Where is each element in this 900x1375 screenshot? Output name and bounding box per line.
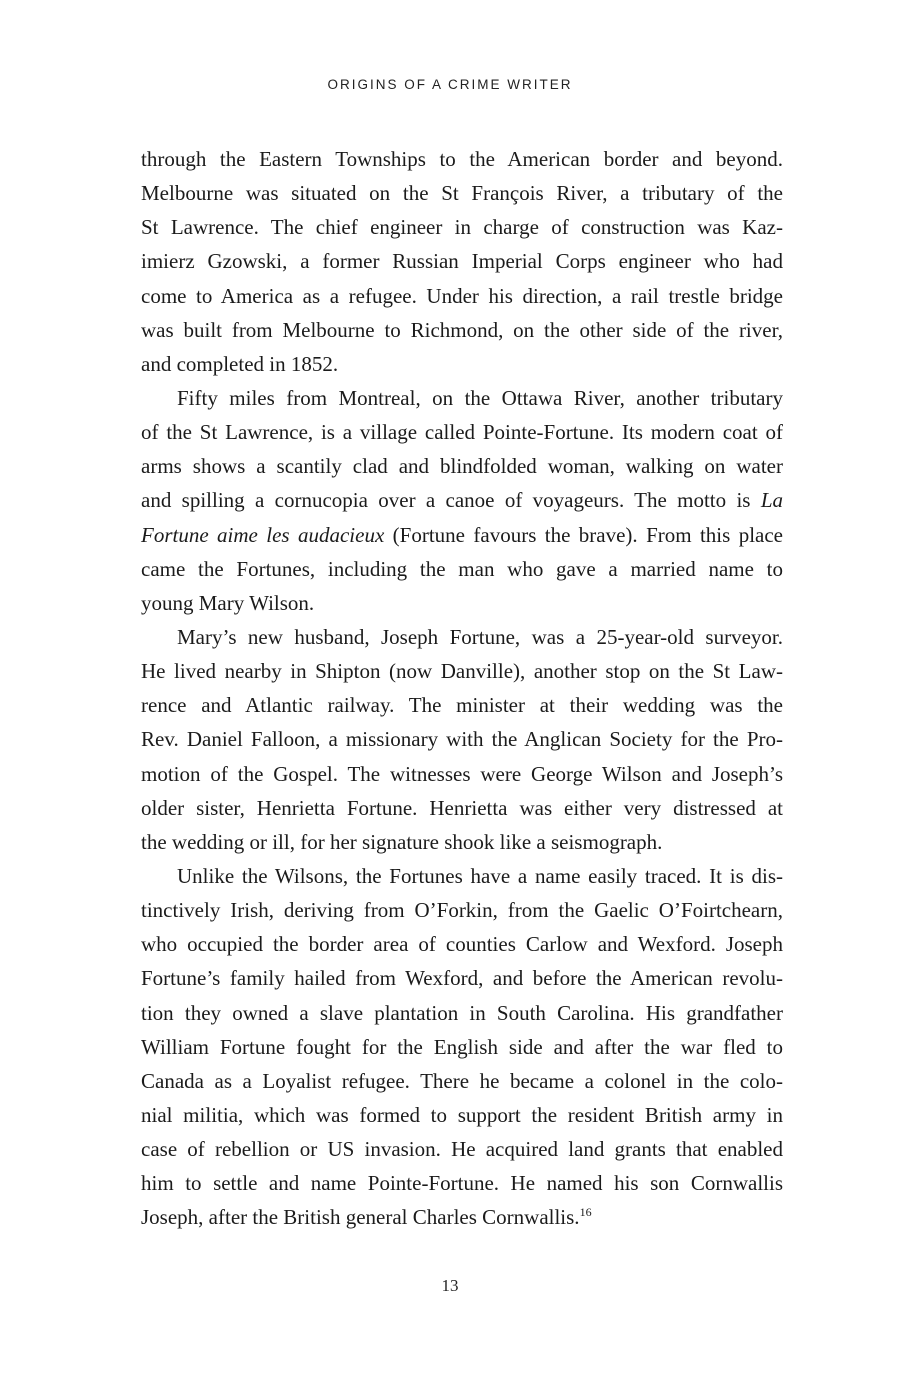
- text-line: him to settle and name Pointe-Fortune. He named his son Cornwallis: [141, 1171, 783, 1196]
- text-line: He lived nearby in Shipton (now Danville), another stop on the St Law-: [141, 659, 783, 684]
- text-line: St Lawrence. The chief engineer in charge of construction was Kaz-: [141, 215, 783, 240]
- footnote-reference[interactable]: 16: [579, 1205, 592, 1220]
- running-head: ORIGINS OF A CRIME WRITER: [327, 77, 573, 92]
- text-line: came the Fortunes, including the man who gave a married name to: [141, 556, 783, 581]
- text-line: Mary’s new husband, Joseph Fortune, was a 25-year-old surveyor.: [177, 624, 783, 649]
- text-line: case of rebellion or US invasion. He acquired land grants that enabled: [141, 1137, 783, 1162]
- text-line: William Fortune fought for the English side and after the war fled to: [141, 1034, 783, 1059]
- text-segment: (Fortune favours the brave). From this place: [384, 522, 783, 547]
- text-segment: Joseph, after the British general Charles Cornwallis.: [141, 1205, 580, 1230]
- text-line: young Mary Wilson.: [141, 590, 315, 615]
- text-line: come to America as a refugee. Under his direction, a rail trestle bridge: [141, 283, 783, 308]
- text-line: Rev. Daniel Falloon, a missionary with the Anglican Society for the Pro-: [141, 727, 783, 752]
- text-line: the wedding or ill, for her signature shook like a seismograph.: [141, 829, 663, 854]
- text-line: Melbourne was situated on the St François River, a tributary of the: [141, 181, 783, 206]
- italic-text: Fortune aime les audacieux: [141, 522, 385, 547]
- text-line: tinctively Irish, deriving from O’Forkin, from the Gaelic O’Foirtchearn,: [141, 898, 783, 923]
- text-line: and completed in 1852.: [141, 351, 339, 376]
- text-line: was built from Melbourne to Richmond, on the other side of the river,: [141, 317, 783, 342]
- text-line: imierz Gzowski, a former Russian Imperial Corps engineer who had: [141, 249, 783, 274]
- text-line: [141, 1200, 783, 1234]
- paragraph-4: [141, 859, 783, 1235]
- text-line: who occupied the border area of counties Carlow and Wexford. Joseph: [141, 932, 783, 957]
- text-segment: and spilling a cornucopia over a canoe of voyageurs. The motto is: [141, 488, 761, 513]
- page-number: 13: [441, 1276, 459, 1295]
- text-line: [141, 518, 783, 552]
- text-line: older sister, Henrietta Fortune. Henrietta was either very distressed at: [141, 795, 783, 820]
- paragraph-3: [141, 620, 783, 859]
- text-line: Unlike the Wilsons, the Fortunes have a name easily traced. It is dis-: [177, 863, 783, 888]
- text-line: Fortune’s family hailed from Wexford, and before the American revolu-: [141, 966, 783, 991]
- text-line: arms shows a scantily clad and blindfolded woman, walking on water: [141, 454, 783, 479]
- paragraph-2: [141, 381, 783, 620]
- text-line: [141, 483, 783, 517]
- text-line: rence and Atlantic railway. The minister at their wedding was the: [141, 693, 783, 718]
- text-line: Canada as a Loyalist refugee. There he became a colonel in the colo-: [141, 1068, 783, 1093]
- text-line: motion of the Gospel. The witnesses were George Wilson and Joseph’s: [141, 761, 783, 786]
- italic-text: La: [760, 488, 783, 513]
- text-line: Fifty miles from Montreal, on the Ottawa River, another tributary: [177, 385, 783, 410]
- text-line: tion they owned a slave plantation in South Carolina. His grandfather: [141, 1000, 783, 1025]
- text-line: nial militia, which was formed to support the resident British army in: [141, 1102, 783, 1127]
- paragraph-1: [141, 142, 783, 381]
- text-line: of the St Lawrence, is a village called Pointe-Fortune. Its modern coat of: [141, 420, 783, 445]
- body-text: [141, 142, 783, 1235]
- text-line: through the Eastern Townships to the American border and beyond.: [141, 147, 783, 171]
